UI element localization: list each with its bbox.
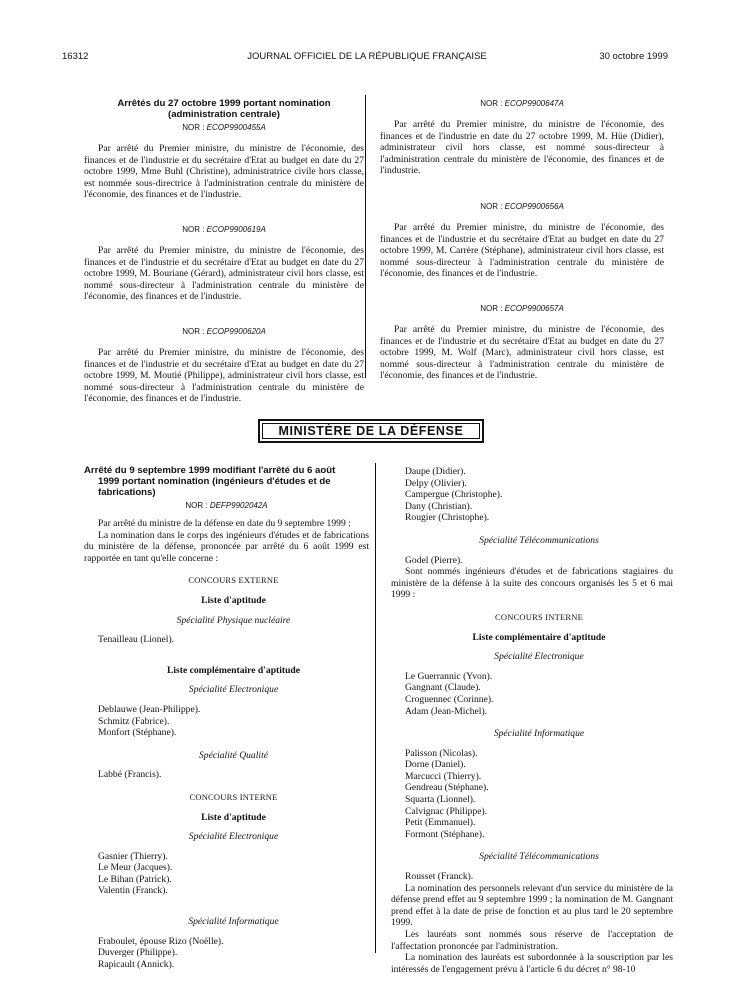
specialty-heading: Spécialité Electronique: [494, 651, 584, 663]
intro-paragraph: La nomination dans le corps des ingénieurs d'études et de fabrications du ministère de la défense, prononcée par arrêté du 6 août 1999 est rapportée en tant qu'elle concerne :: [84, 529, 369, 564]
top-right-column: [380, 96, 664, 382]
list-item: Campergue (Christophe).: [405, 489, 503, 501]
section-heading: CONCOURS INTERNE: [495, 611, 583, 622]
list-item: Valentin (Franck).: [98, 885, 168, 897]
list-item: Dorne (Daniel).: [405, 759, 466, 771]
nor-reference: NOR : ECOP9900455A: [182, 123, 266, 132]
list-item: Gendreau (Stéphane).: [405, 782, 489, 794]
list-heading: Liste d'aptitude: [201, 594, 266, 606]
column-divider: [375, 463, 376, 953]
ministry-heading-box: [258, 419, 484, 443]
nor-reference: NOR : ECOP9900620A: [182, 326, 266, 336]
issue-date: 30 octobre 1999: [599, 51, 668, 62]
specialty-heading: Spécialité Informatique: [188, 916, 279, 928]
list-item: Calvignac (Philippe).: [405, 805, 488, 817]
specialty-heading: Spécialité Physique nucléaire: [176, 614, 291, 626]
list-item: Marcucci (Thierry).: [405, 770, 482, 782]
decree-paragraph: Par arrêté du Premier ministre, du ministre de l'économie, des finances et de l'industrie et du secrétaire d'Etat au budget en date du 27 octobre 1999, M. Moutié (Philippe), administrateur civil hors classe, est nommé sous-directeur à l'administration centrale du ministère de l'économie, des finances et de l'industrie.: [84, 346, 364, 405]
defense-decree-title: Arrêté du 9 septembre 1999 modifiant l'arrêté du 6 août 1999 portant nomination (ingénieurs d'études et de fabrications): [84, 465, 336, 498]
section-heading: CONCOURS INTERNE: [189, 791, 278, 802]
list-item: Rapicault (Annick).: [98, 958, 175, 970]
list-item: Fraboulet, épouse Rizo (Noëlle).: [98, 935, 224, 947]
defense-left-column: [84, 465, 369, 970]
list-item: Croguennec (Corinne).: [405, 693, 494, 705]
list-item: Dany (Christian).: [405, 500, 473, 512]
list-item: Rousset (Franck).: [405, 871, 474, 883]
ministry-title: MINISTÈRE DE LA DÉFENSE: [262, 423, 480, 439]
list-item: Gasnier (Thierry).: [98, 850, 168, 862]
nor-reference: NOR : ECOP9900619A: [182, 224, 266, 234]
list-item: Godel (Pierre).: [405, 554, 463, 566]
specialty-heading: Spécialité Qualité: [198, 749, 268, 761]
decree-title: Arrêtés du 27 octobre 1999 portant nomination (administration centrale): [117, 98, 331, 120]
list-item: Schmitz (Fabrice).: [98, 715, 170, 727]
list-item: Adam (Jean-Michel).: [405, 705, 488, 717]
journal-title: JOURNAL OFFICIEL DE LA RÉPUBLIQUE FRANÇAISE: [247, 51, 487, 62]
body-paragraph: La nomination des personnels relevant d'un service du ministère de la défense prend effet au 9 septembre 1999 ; la nomination de M. Gangnant prend effet à la date de prise de fonction et au plus tard le 20 septembre 1999.: [391, 882, 673, 929]
list-item: Deblauwe (Jean-Philippe).: [98, 703, 201, 715]
decree-paragraph: Par arrêté du Premier ministre, du ministre de l'économie, des finances et de l'industrie et du secrétaire d'Etat au budget en date du 27 octobre 1999, M. Bouriane (Gérard), administrateur civil hors classe, est nommé sous-directeur à l'administration centrale du ministère de l'économie, des finances et de l'industrie.: [84, 244, 364, 303]
list-item: Duverger (Philippe).: [98, 947, 178, 959]
list-item: Tenailleau (Lionel).: [98, 634, 175, 646]
decree-paragraph: Par arrêté du Premier ministre, du ministre de l'économie, des finances et de l'industrie en date du 27 octobre 1999, M. Hüe (Didier), administrateur civil hors classe, est nommé sous-directeur à l'administration centrale du ministère de l'économie, des finances et de l'industrie.: [380, 119, 664, 177]
specialty-heading: Spécialité Electronique: [188, 831, 279, 843]
list-item: Le Meur (Jacques).: [98, 862, 173, 874]
body-paragraph: Sont nommés ingénieurs d'études et de fabrications stagiaires du ministère de la défense à la suite des concours organisés les 5 et 6 mai 1999 :: [391, 566, 673, 601]
top-left-column: [84, 98, 364, 405]
list-item: Le Guerrannic (Yvon).: [405, 670, 493, 682]
nor-reference: NOR : ECOP9900657A: [480, 303, 564, 313]
specialty-heading: Spécialité Informatique: [493, 728, 585, 740]
list-item: Gangnant (Claude).: [405, 682, 481, 694]
list-item: Monfort (Stéphane).: [98, 727, 177, 739]
list-item: Delpy (Olivier).: [405, 477, 467, 489]
body-paragraph: Les lauréats sont nommés sous réserve de l'acceptation de l'affectation prononcée par l'administration.: [391, 929, 673, 952]
decree-paragraph: Par arrêté du Premier ministre, du ministre de l'économie, des finances et de l'industrie et du secrétaire d'Etat au budget en date du 27 octobre 1999, Mme Buhl (Christine), administratrice civile hors classe, est nommée sous-directrice à l'administration centrale du ministère de l'économie, des finances et de l'industrie.: [84, 143, 364, 201]
list-item: Labbé (Francis).: [98, 769, 162, 781]
intro-paragraph: Par arrêté du ministre de la défense en date du 9 septembre 1999 :: [98, 518, 351, 529]
nor-reference: NOR : DEFP9902042A: [185, 501, 268, 510]
list-item: Daupe (Didier).: [405, 466, 466, 477]
list-item: Petit (Emmanuel).: [405, 817, 476, 829]
nor-reference: NOR : ECOP9900656A: [480, 201, 564, 211]
list-item: Rougier (Christophe).: [405, 512, 490, 524]
list-heading: Liste complémentaire d'aptitude: [472, 631, 606, 643]
list-heading: Liste complémentaire d'aptitude: [166, 664, 301, 676]
specialty-heading: Spécialité Télécommunications: [479, 534, 599, 546]
defense-right-column: [391, 466, 673, 975]
list-heading: Liste d'aptitude: [201, 811, 266, 823]
decree-paragraph: Par arrêté du Premier ministre, du ministre de l'économie, des finances et de l'industrie et du secrétaire d'Etat au budget en date du 27 octobre 1999, M. Wolf (Marc), administrateur civil hors classe, est nommé sous-directeur à l'administration centrale du ministère de l'économie, des finances et de l'industrie.: [380, 323, 664, 382]
column-divider: [365, 95, 366, 378]
specialty-heading: Spécialité Electronique: [188, 684, 279, 696]
decree-paragraph: Par arrêté du Premier ministre, du ministre de l'économie, des finances et de l'industrie et du secrétaire d'Etat au budget en date du 27 octobre 1999, M. Carrère (Stéphane), administrateur civil hors classe, est nommé sous-directeur à l'administration centrale du ministère de l'économie, des finances et de l'industrie.: [380, 221, 664, 280]
page-number: 16312: [62, 51, 89, 62]
list-item: Le Bihan (Patrick).: [98, 873, 172, 885]
nor-reference: NOR : ECOP9900647A: [480, 99, 564, 108]
specialty-heading: Spécialité Télécommunications: [479, 851, 599, 863]
list-item: Palisson (Nicolas).: [405, 747, 478, 759]
section-heading: CONCOURS EXTERNE: [188, 575, 279, 586]
body-paragraph: La nomination des lauréats est subordonnée à la souscription par les intéressés de l'engagement prévu à l'article 6 du décret n° 98-10: [391, 952, 673, 975]
list-item: Formont (Stéphane).: [405, 828, 485, 840]
list-item: Squarta (Lionnel).: [405, 794, 476, 806]
